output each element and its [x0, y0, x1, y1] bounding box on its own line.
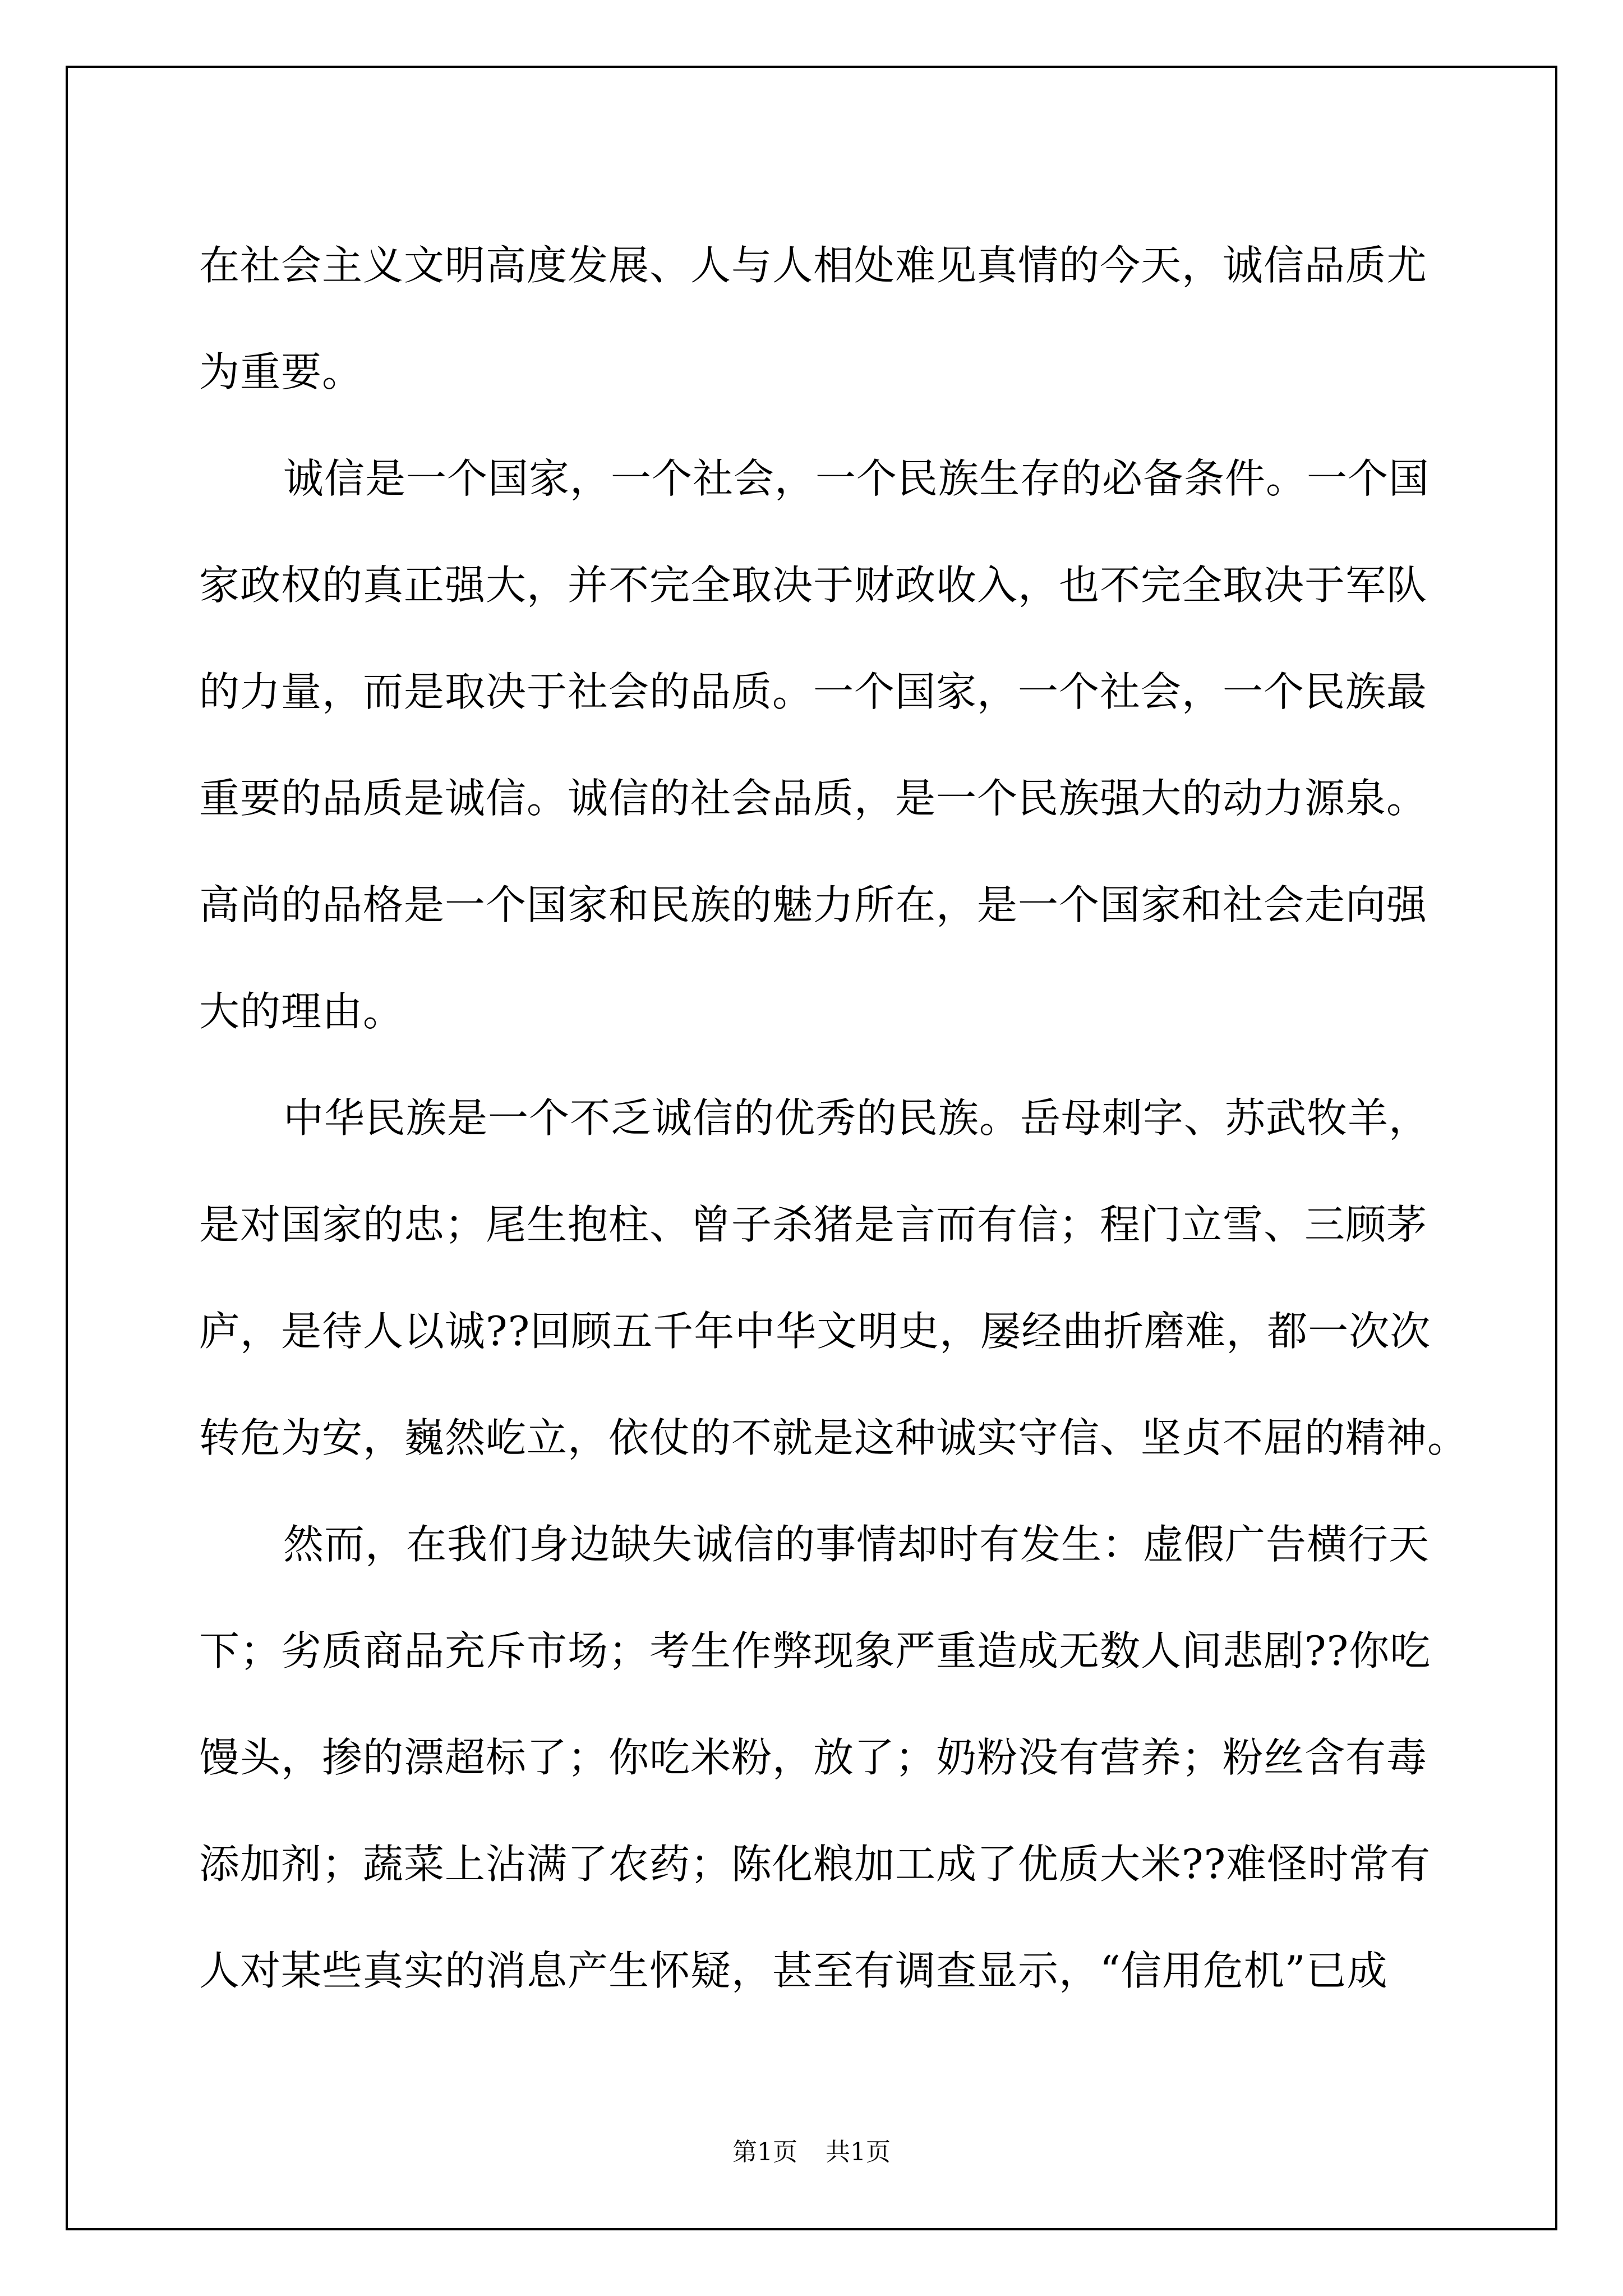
text-line: 人对某些真实的消息产生怀疑，甚至有调查显示，“信用危机”已成	[199, 1947, 1388, 1994]
document-body	[199, 212, 1469, 2024]
text-line: 重要的品质是诚信。诚信的社会品质，是一个民族强大的动力源泉。	[199, 775, 1428, 822]
page-total: 共1页	[826, 2138, 891, 2166]
text-line: 下；劣质商品充斥市场；考生作弊现象严重造成无数人间悲剧??你吃	[199, 1627, 1431, 1674]
text-line: 在社会主义文明高度发展、人与人相处难见真情的今天，诚信品质尤	[199, 242, 1428, 289]
text-line: 添加剂；蔬菜上沾满了农药；陈化粮加工成了优质大米??难怪时常有	[199, 1841, 1431, 1888]
text-line: 的力量，而是取决于社会的品质。一个国家，一个社会，一个民族最	[199, 668, 1428, 715]
text-line: 转危为安，巍然屹立，依仗的不就是这种诚实守信、坚贞不屈的精神。	[199, 1414, 1469, 1461]
text-line: 馒头，掺的漂超标了；你吃米粉，放了；奶粉没有营养；粉丝含有毒	[199, 1734, 1428, 1781]
text-line: 家政权的真正强大，并不完全取决于财政收入，也不完全取决于军队	[199, 562, 1428, 609]
text-line: 然而，在我们身边缺失诚信的事情却时有发生：虚假广告横行天	[283, 1521, 1430, 1568]
text-line: 诚信是一个国家，一个社会，一个民族生存的必备条件。一个国	[283, 455, 1430, 502]
page-number: 第1页	[732, 2138, 797, 2166]
text-line: 大的理由。	[199, 988, 404, 1035]
text-line: 高尚的品格是一个国家和民族的魅力所在，是一个国家和社会走向强	[199, 881, 1428, 928]
text-line: 为重要。	[199, 348, 363, 395]
text-line: 是对国家的忠；尾生抱柱、曾子杀猪是言而有信；程门立雪、三顾茅	[199, 1201, 1428, 1248]
text-line: 庐，是待人以诚??回顾五千年中华文明史，屡经曲折磨难，都一次次	[199, 1308, 1431, 1355]
text-line: 中华民族是一个不乏诚信的优秀的民族。岳母刺字、苏武牧羊，	[283, 1094, 1430, 1142]
page-footer	[0, 2132, 1623, 2168]
